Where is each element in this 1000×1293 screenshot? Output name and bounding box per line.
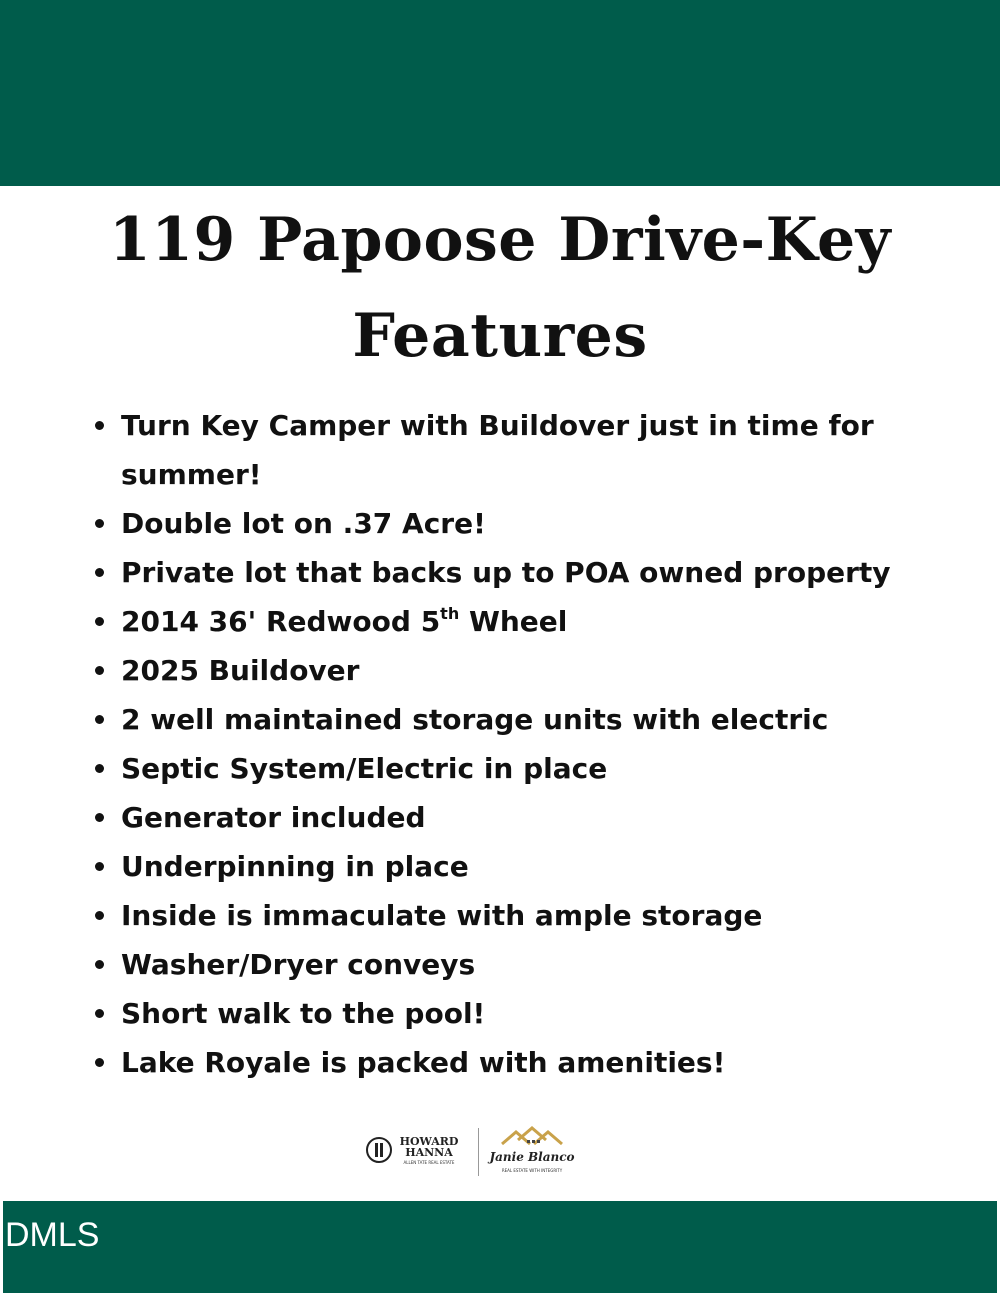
howard-hanna-subtitle: ALLEN TATE REAL ESTATE [403, 1160, 455, 1165]
top-banner [0, 0, 1000, 186]
features-list [121, 401, 921, 1087]
feature-item: Lake Royale is packed with amenities! [121, 1038, 921, 1087]
feature-item: Short walk to the pool! [121, 989, 921, 1038]
feature-item: Inside is immaculate with ample storage [121, 891, 921, 940]
ordinal-suffix: th [440, 604, 460, 623]
logo-divider [478, 1128, 479, 1176]
feature-item: Private lot that backs up to POA owned property [121, 548, 921, 597]
feature-item: Washer/Dryer conveys [121, 940, 921, 989]
howard-hanna-mark-icon [366, 1137, 392, 1163]
feature-item: Generator included [121, 793, 921, 842]
howard-hanna-logo [364, 1136, 468, 1170]
mls-watermark: DMLS [5, 1216, 100, 1254]
howard-hanna-line2: HANNA [405, 1146, 453, 1159]
feature-item: 2025 Buildover [121, 646, 921, 695]
janie-blanco-logo [486, 1126, 578, 1178]
flyer-title: 119 Papoose Drive-Key Features [108, 205, 892, 371]
feature-text: Wheel [459, 605, 568, 638]
janie-blanco-name: Janie Blanco [489, 1150, 575, 1164]
feature-item: Double lot on .37 Acre! [121, 499, 921, 548]
feature-text: 2014 36' Redwood 5 [121, 605, 441, 638]
brokerage-logos [364, 1124, 584, 1180]
feature-item [121, 597, 921, 646]
feature-item: 2 well maintained storage units with electric [121, 695, 921, 744]
feature-item: Underpinning in place [121, 842, 921, 891]
howard-hanna-line1: HOWARD [399, 1135, 459, 1148]
feature-item: Septic System/Electric in place [121, 744, 921, 793]
janie-blanco-tagline: REAL ESTATE WITH INTEGRITY [501, 1168, 563, 1173]
bottom-banner [3, 1201, 997, 1293]
house-roofs-icon [500, 1126, 564, 1148]
feature-item: Turn Key Camper with Buildover just in time for summer! [121, 401, 891, 499]
howard-hanna-wordmark [394, 1136, 464, 1158]
